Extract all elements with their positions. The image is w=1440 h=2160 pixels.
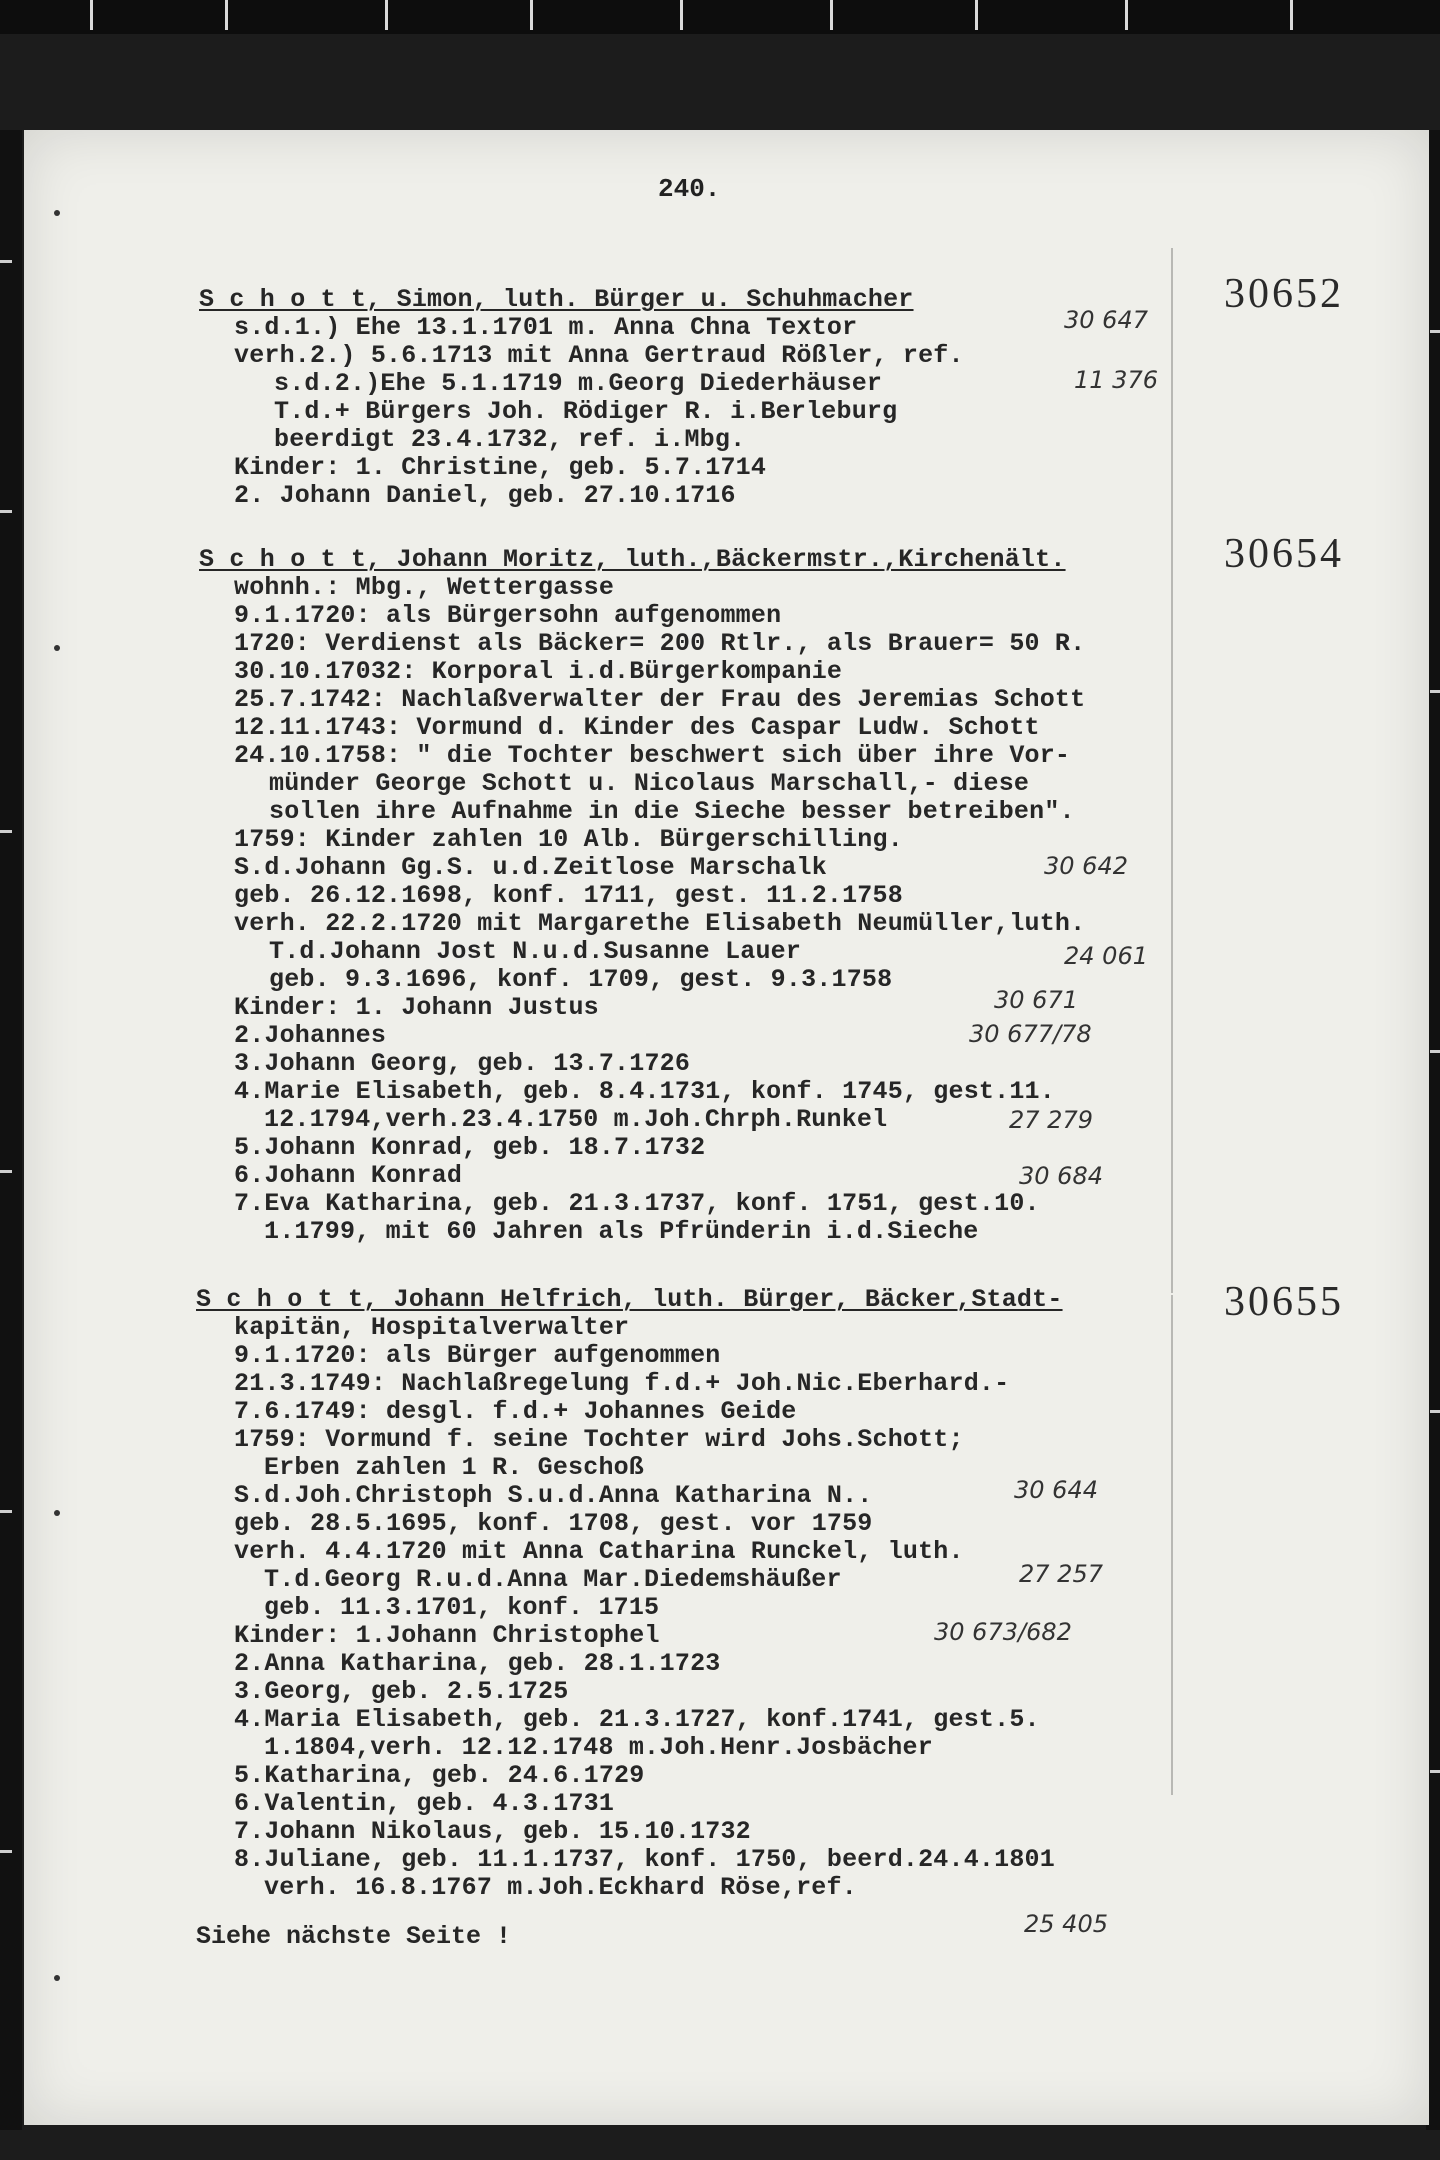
entry-line: T.d.Johann Jost N.u.d.Susanne Lauer	[269, 937, 802, 966]
film-notch	[0, 1170, 12, 1173]
document-page	[24, 130, 1429, 2125]
film-tick	[1125, 0, 1128, 30]
margin-rule	[1171, 248, 1173, 1293]
entry-line: 1759: Vormund f. seine Tochter wird Johs.Schott;	[234, 1425, 964, 1454]
entry-line: 24.10.1758: " die Tochter beschwert sich über ihre Vor-	[234, 741, 1071, 770]
entry-line: 12.11.1743: Vormund d. Kinder des Caspar Ludw. Schott	[234, 713, 1040, 742]
entry-line: beerdigt 23.4.1732, ref. i.Mbg.	[274, 425, 746, 454]
entry-line: S.d.Johann Gg.S. u.d.Zeitlose Marschalk	[234, 853, 827, 882]
entry-line: 21.3.1749: Nachlaßregelung f.d.+ Joh.Nic.Eberhard.-	[234, 1369, 1010, 1398]
entry-line: geb. 9.3.1696, konf. 1709, gest. 9.3.1758	[269, 965, 893, 994]
handwritten-reference: 30 644	[1014, 1476, 1098, 1504]
entry-line: s.d.1.) Ehe 13.1.1701 m. Anna Chna Textor	[234, 313, 858, 342]
entry-heading: S c h o t t, Johann Helfrich, luth. Bürger, Bäcker,Stadt-	[196, 1285, 1063, 1314]
entry-line: Erben zahlen 1 R. Geschoß	[264, 1453, 645, 1482]
handwritten-reference: 27 257	[1019, 1560, 1103, 1588]
entry-line: verh. 4.4.1720 mit Anna Catharina Runckel, luth.	[234, 1537, 964, 1566]
entry-line: geb. 11.3.1701, konf. 1715	[264, 1593, 660, 1622]
entry-line: S.d.Joh.Christoph S.u.d.Anna Katharina N..	[234, 1481, 873, 1510]
handwritten-reference: 30 677/78	[969, 1020, 1092, 1048]
film-notch	[1430, 690, 1440, 693]
register-number: 30652	[1224, 271, 1344, 317]
entry-line: 6.Johann Konrad	[234, 1161, 463, 1190]
entry-line: s.d.2.)Ehe 5.1.1719 m.Georg Diederhäuser	[274, 369, 883, 398]
entry-line: 7.Johann Nikolaus, geb. 15.10.1732	[234, 1817, 751, 1846]
entry-line: verh. 16.8.1767 m.Joh.Eckhard Röse,ref.	[264, 1873, 857, 1902]
entry-line: 1759: Kinder zahlen 10 Alb. Bürgerschilling.	[234, 825, 903, 854]
entry-heading: S c h o t t, Simon, luth. Bürger u. Schuhmacher	[199, 285, 914, 314]
film-tick	[680, 0, 683, 30]
entry-line: 5.Johann Konrad, geb. 18.7.1732	[234, 1133, 706, 1162]
film-notch	[1430, 1410, 1440, 1413]
entry-line: 1.1804,verh. 12.12.1748 m.Joh.Henr.Josbächer	[264, 1733, 933, 1762]
entry-line: 1.1799, mit 60 Jahren als Pfründerin i.d.Sieche	[264, 1217, 979, 1246]
film-notch	[0, 1510, 12, 1513]
entry-line: münder George Schott u. Nicolaus Marschall,- diese	[269, 769, 1030, 798]
entry-line: sollen ihre Aufnahme in die Sieche besser betreiben".	[269, 797, 1075, 826]
entry-line: 3.Georg, geb. 2.5.1725	[234, 1677, 569, 1706]
handwritten-reference: 30 647	[1064, 306, 1148, 334]
film-tick	[975, 0, 978, 30]
entry-line: 12.1794,verh.23.4.1750 m.Joh.Chrph.Runkel	[264, 1105, 888, 1134]
entry-line: 8.Juliane, geb. 11.1.1737, konf. 1750, beerd.24.4.1801	[234, 1845, 1055, 1874]
handwritten-reference: 27 279	[1009, 1106, 1093, 1134]
entry-line: verh. 22.2.1720 mit Margarethe Elisabeth Neumüller,luth.	[234, 909, 1086, 938]
entry-line: 7.Eva Katharina, geb. 21.3.1737, konf. 1751, gest.10.	[234, 1189, 1040, 1218]
continued-note: Siehe nächste Seite !	[196, 1922, 512, 1951]
film-notch	[0, 260, 12, 263]
entry-line: 7.6.1749: desgl. f.d.+ Johannes Geide	[234, 1397, 797, 1426]
film-frame-top	[0, 0, 1440, 34]
entry-line: geb. 26.12.1698, konf. 1711, gest. 11.2.1758	[234, 881, 903, 910]
register-number: 30655	[1224, 1279, 1344, 1325]
entry-line: Kinder: 1. Johann Justus	[234, 993, 599, 1022]
entry-heading: S c h o t t, Johann Moritz, luth.,Bäckermstr.,Kirchenält.	[199, 545, 1066, 574]
entry-line: 4.Marie Elisabeth, geb. 8.4.1731, konf. 1745, gest.11.	[234, 1077, 1055, 1106]
punch-hole	[54, 210, 60, 216]
entry-line: 3.Johann Georg, geb. 13.7.1726	[234, 1049, 691, 1078]
entry-line: Kinder: 1.Johann Christophel	[234, 1621, 660, 1650]
handwritten-reference: 11 376	[1074, 366, 1158, 394]
handwritten-reference: 30 673/682	[934, 1618, 1072, 1646]
handwritten-reference: 30 684	[1019, 1162, 1103, 1190]
entry-line: Kinder: 1. Christine, geb. 5.7.1714	[234, 453, 767, 482]
film-tick	[530, 0, 533, 30]
margin-rule	[1171, 1295, 1173, 1795]
entry-line: T.d.+ Bürgers Joh. Rödiger R. i.Berleburg	[274, 397, 898, 426]
entry-line: T.d.Georg R.u.d.Anna Mar.Diedemshäußer	[264, 1565, 842, 1594]
punch-hole	[54, 1510, 60, 1516]
film-notch	[0, 510, 12, 513]
entry-line: verh.2.) 5.6.1713 mit Anna Gertraud Rößler, ref.	[234, 341, 964, 370]
film-tick	[1290, 0, 1293, 30]
entry-line: 9.1.1720: als Bürger aufgenommen	[234, 1341, 721, 1370]
film-notch	[0, 1850, 12, 1853]
entry-line: kapitän, Hospitalverwalter	[234, 1313, 630, 1342]
entry-line: 2.Anna Katharina, geb. 28.1.1723	[234, 1649, 721, 1678]
film-notch	[1430, 1050, 1440, 1053]
entry-line: 2. Johann Daniel, geb. 27.10.1716	[234, 481, 736, 510]
handwritten-reference: 24 061	[1064, 942, 1148, 970]
entry-line: 30.10.17032: Korporal i.d.Bürgerkompanie	[234, 657, 843, 686]
film-tick	[90, 0, 93, 30]
entry-line: geb. 28.5.1695, konf. 1708, gest. vor 1759	[234, 1509, 873, 1538]
entry-line: 25.7.1742: Nachlaßverwalter der Frau des Jeremias Schott	[234, 685, 1086, 714]
film-notch	[0, 830, 12, 833]
entry-line: 9.1.1720: als Bürgersohn aufgenommen	[234, 601, 782, 630]
punch-hole	[54, 1975, 60, 1981]
entry-line: 5.Katharina, geb. 24.6.1729	[234, 1761, 645, 1790]
film-tick	[830, 0, 833, 30]
film-tick	[225, 0, 228, 30]
film-notch	[1430, 1770, 1440, 1773]
entry-line: 2.Johannes	[234, 1021, 387, 1050]
film-notch	[1430, 330, 1440, 333]
film-frame-left	[0, 130, 22, 2130]
handwritten-reference: 30 671	[994, 986, 1078, 1014]
punch-hole	[54, 645, 60, 651]
handwritten-reference: 30 642	[1044, 852, 1128, 880]
entry-line: 4.Maria Elisabeth, geb. 21.3.1727, konf.1741, gest.5.	[234, 1705, 1040, 1734]
handwritten-reference: 25 405	[1024, 1910, 1108, 1938]
entry-line: 1720: Verdienst als Bäcker= 200 Rtlr., als Brauer= 50 R.	[234, 629, 1086, 658]
entry-line: 6.Valentin, geb. 4.3.1731	[234, 1789, 615, 1818]
entry-line: wohnh.: Mbg., Wettergasse	[234, 573, 615, 602]
film-tick	[385, 0, 388, 30]
register-number: 30654	[1224, 531, 1344, 577]
page-number: 240.	[658, 174, 721, 204]
